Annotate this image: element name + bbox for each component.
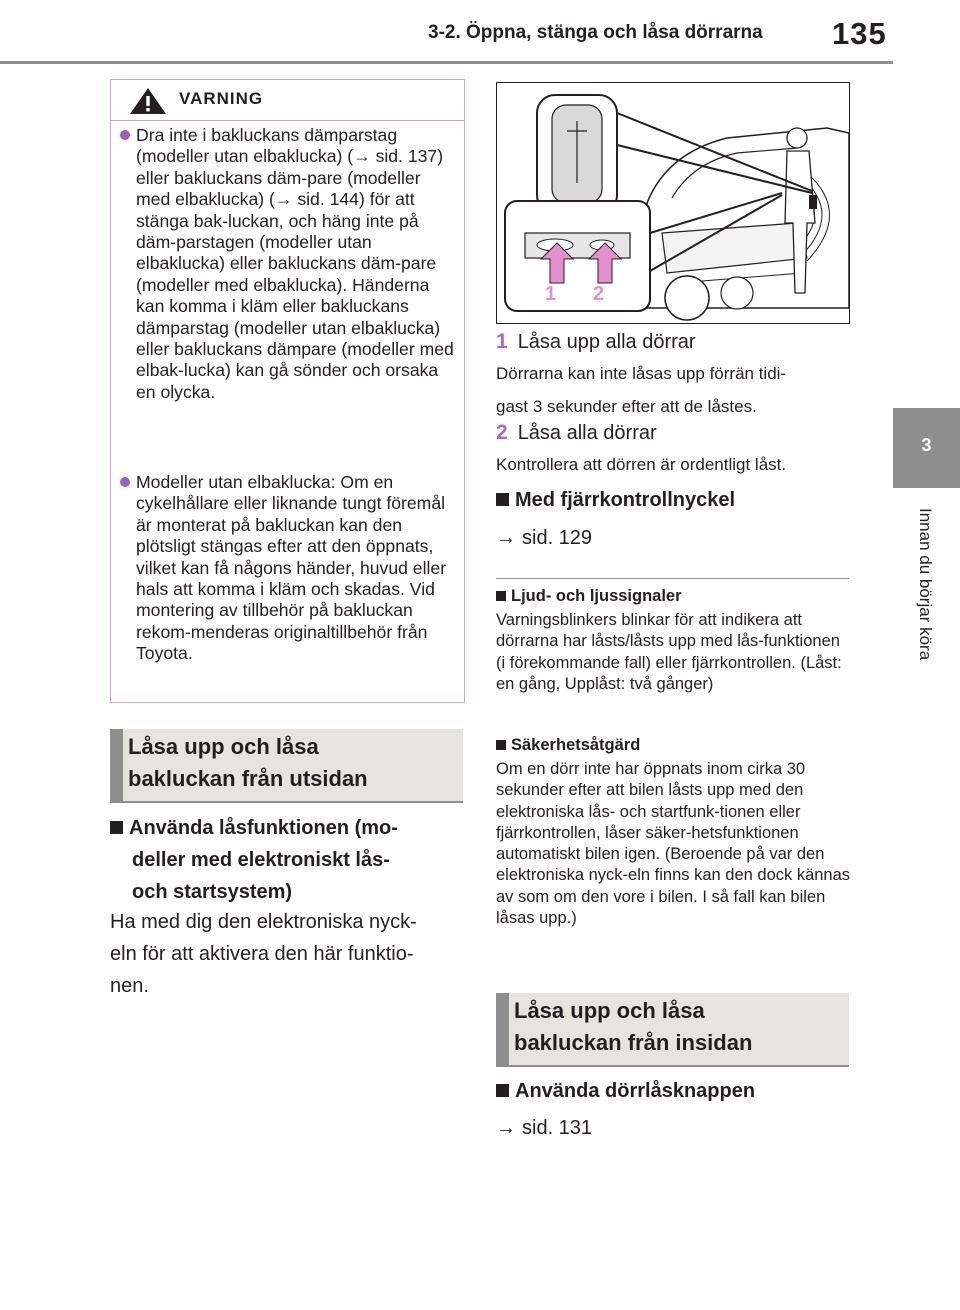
chapter-number: 3 xyxy=(921,435,932,455)
square-bullet-icon xyxy=(110,821,123,834)
subheading-line: Använda låsfunktionen (mo- xyxy=(129,817,398,839)
header-rule xyxy=(0,61,893,64)
section-heading-line: Låsa upp och låsa xyxy=(128,734,319,759)
note-text-signals: Varningsblinkers blinkar för att indikera att dörrarna har låsts/låsts upp med lås-funktionen (i förekommande fall) eller fjärrkontrollen. (Låst: en gång, Upplåst: två gånger) xyxy=(496,611,842,693)
chapter-label-container xyxy=(893,508,960,708)
step-label: Låsa upp alla dörrar xyxy=(517,331,696,353)
page-reference xyxy=(496,522,856,554)
section-heading-line: bakluckan från insidan xyxy=(514,1030,753,1055)
section-heading-line: Låsa upp och låsa xyxy=(514,998,705,1023)
section-heading-rule xyxy=(110,801,463,803)
step-2 xyxy=(496,417,856,449)
subheading-text: Använda dörrlåsknappen xyxy=(515,1080,756,1102)
step-1-description xyxy=(496,360,856,421)
square-bullet-icon xyxy=(496,740,506,750)
step-1 xyxy=(496,326,856,358)
page-reference xyxy=(496,1112,856,1144)
figure-callout-2: 2 xyxy=(593,283,605,305)
warning-box xyxy=(110,79,465,703)
warning-item-text: Dra inte i bakluckans dämparstag (modeller utan elbaklucka) (→ sid. 137) eller bakluckans däm-pare (modeller med elbaklucka) (→ sid. 144) för att stänga bak-luckan, och häng inte på däm-parstagen (modeller utan elbaklucka) eller bakluckans däm-pare (modeller med elbaklucka). Händerna kan komma i kläm eller bakluckans dämparstag (modeller utan elbaklucka) eller bakluckans dämpare (modeller med elbak-lucka) kan gå sönder och orsaka en olycka. xyxy=(136,125,454,402)
square-bullet-icon xyxy=(496,1084,509,1097)
tailgate-illustration xyxy=(496,82,850,324)
section-heading-line: bakluckan från utsidan xyxy=(128,766,368,791)
reference-text: sid. 129 xyxy=(522,527,593,549)
running-header-title: 3-2. Öppna, stänga och låsa dörrarna xyxy=(428,22,763,43)
section-heading-inside xyxy=(496,993,849,1065)
step-2-description: Kontrollera att dörren är ordentligt låst. xyxy=(496,455,787,474)
divider xyxy=(496,578,849,579)
note-text-safety: Om en dörr inte har öppnats inom cirka 30 sekunder efter att bilen låsts upp med den elektroniska lås- och startfunk-tionen eller fjärrkontrollen, låser säker-hetsfunktionen automatiskt bilen igen. (Beroende på var den elektroniska nyck-eln finns kan den dock kännas av som om den vore i bilen. I så fall kan bilen låsas upp.) xyxy=(496,760,851,928)
body-line: Ha med dig den elektroniska nyck- xyxy=(110,911,417,933)
note-heading-text: Ljud- och ljussignaler xyxy=(511,587,682,605)
subheading-text: Med fjärrkontrollnyckel xyxy=(515,489,736,511)
note-heading-safety xyxy=(496,736,856,755)
warning-item xyxy=(111,125,464,403)
arrow-right-icon: → xyxy=(496,1117,516,1139)
warning-item-text: Modeller utan elbaklucka: Om en cykelhållare eller liknande tungt föremål är monterat på bakluckan kan den plötsligt stängas efter att den öppnats, vilket kan få någons händer, huvud eller hals att komma i kläm och skadas. Vid montering av tillbehör på bakluckan rekom-menderas originaltillbehör från Toyota. xyxy=(136,472,447,664)
square-bullet-icon xyxy=(496,591,506,601)
body-paragraph xyxy=(110,906,480,1002)
bullet-icon xyxy=(120,477,130,487)
warning-header xyxy=(111,80,464,121)
section-heading-outside xyxy=(110,729,463,801)
warning-item xyxy=(111,472,464,665)
arrow-right-icon: → xyxy=(496,527,516,549)
step-text-line: gast 3 sekunder efter att de låstes. xyxy=(496,397,757,416)
chapter-label: Innan du börjar köra xyxy=(916,508,935,661)
note-heading-text: Säkerhetsåtgärd xyxy=(511,736,641,754)
square-bullet-icon xyxy=(496,493,509,506)
warning-triangle-icon xyxy=(128,86,168,116)
step-label: Låsa alla dörrar xyxy=(517,422,657,444)
body-line: eln för att aktivera den här funktio- xyxy=(110,943,414,965)
subheading-line: deller med elektroniskt lås- xyxy=(132,849,390,871)
step-number: 2 xyxy=(496,421,508,444)
section-heading-bar xyxy=(110,729,123,801)
chapter-tab xyxy=(893,408,960,488)
body-line: nen. xyxy=(110,975,149,997)
step-number: 1 xyxy=(496,330,508,353)
section-heading-bar xyxy=(496,993,509,1065)
note-heading-signals xyxy=(496,587,856,606)
subheading-doorlock xyxy=(496,1075,856,1107)
reference-text: sid. 131 xyxy=(522,1117,593,1139)
figure-callout-1: 1 xyxy=(545,283,557,305)
bullet-icon xyxy=(120,130,130,140)
subheading-line: och startsystem) xyxy=(132,881,293,903)
subheading-lock-function xyxy=(110,812,470,908)
page-number: 135 xyxy=(832,16,887,51)
step-text-line: Dörrarna kan inte låsas upp förrän tidi- xyxy=(496,364,787,383)
subheading-remote xyxy=(496,484,856,516)
warning-title: VARNING xyxy=(179,89,264,108)
section-heading-rule xyxy=(496,1065,849,1067)
